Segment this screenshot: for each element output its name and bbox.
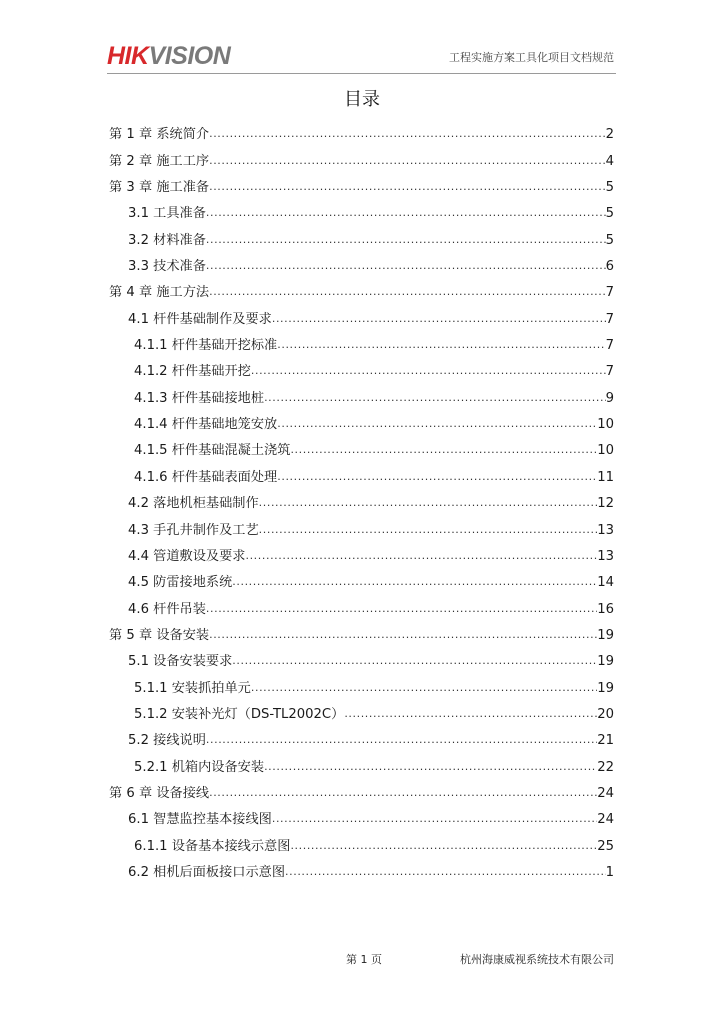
toc-dot-leader: [277, 337, 605, 355]
toc-entry[interactable]: [109, 592, 614, 618]
toc-dot-leader: [206, 258, 606, 276]
toc-entry-title: 4.6 杆件吊装: [128, 601, 206, 617]
toc-entry-title: 5.1.1 安装抓拍单元: [134, 680, 251, 696]
toc-entry-title: 第 5 章 设备安装: [109, 627, 210, 643]
toc-entry-page: 19: [597, 654, 614, 670]
toc-dot-leader: [245, 548, 597, 566]
toc-entry-title: 第 4 章 施工方法: [109, 285, 210, 301]
logo-grey-part: VISION: [148, 42, 231, 70]
toc-entry-page: 25: [597, 838, 614, 854]
toc-entry-title: 第 1 章 系统简介: [109, 127, 210, 143]
toc-dot-leader: [232, 574, 597, 592]
toc-dot-leader: [209, 126, 606, 144]
toc-entry[interactable]: [109, 566, 614, 592]
toc-dot-leader: [206, 205, 606, 223]
toc-entry-page: 10: [597, 443, 614, 459]
toc-entry[interactable]: [109, 355, 614, 381]
toc-dot-leader: [277, 416, 597, 434]
toc-entry-title: 4.1.4 杆件基础地笼安放: [134, 417, 278, 433]
toc-entry[interactable]: [109, 645, 614, 671]
toc-entry-title: 3.1 工具准备: [128, 206, 206, 222]
toc-entry[interactable]: [109, 487, 614, 513]
toc-dot-leader: [290, 442, 597, 460]
toc-entry-title: 6.2 相机后面板接口示意图: [128, 864, 286, 880]
toc-entry-title: 4.1 杆件基础制作及要求: [128, 311, 272, 327]
toc-entry[interactable]: [109, 434, 614, 460]
table-of-contents: [109, 118, 614, 882]
toc-entry-page: 7: [605, 338, 614, 354]
toc-entry[interactable]: [109, 856, 614, 882]
toc-entry[interactable]: [109, 197, 614, 223]
toc-entry-title: 6.1 智慧监控基本接线图: [128, 812, 272, 828]
toc-entry-title: 第 6 章 设备接线: [109, 785, 210, 801]
toc-dot-leader: [285, 864, 606, 882]
toc-entry-title: 第 3 章 施工准备: [109, 180, 210, 196]
toc-dot-leader: [209, 627, 597, 645]
toc-dot-leader: [206, 732, 597, 750]
toc-dot-leader: [206, 601, 597, 619]
toc-entry-title: 4.1.3 杆件基础接地桩: [134, 390, 265, 406]
toc-dot-leader: [206, 232, 606, 250]
toc-entry-title: 4.4 管道敷设及要求: [128, 548, 246, 564]
toc-entry[interactable]: [109, 250, 614, 276]
toc-entry-page: 5: [605, 206, 614, 222]
toc-entry-page: 5: [605, 180, 614, 196]
toc-entry[interactable]: [109, 302, 614, 328]
toc-entry[interactable]: [109, 724, 614, 750]
toc-dot-leader: [209, 153, 606, 171]
toc-dot-leader: [209, 284, 606, 302]
toc-entry-title: 5.1 设备安装要求: [128, 654, 233, 670]
logo-red-part: HIK: [107, 42, 149, 70]
toc-entry-page: 24: [597, 785, 614, 801]
toc-entry-title: 5.1.2 安装补光灯（DS-TL2002C）: [134, 706, 345, 722]
toc-dot-leader: [251, 363, 606, 381]
toc-entry-page: 24: [597, 812, 614, 828]
toc-entry[interactable]: [109, 223, 614, 249]
toc-entry[interactable]: [109, 381, 614, 407]
toc-entry-title: 4.5 防雷接地系统: [128, 575, 233, 591]
toc-entry-page: 14: [597, 575, 614, 591]
toc-entry[interactable]: [109, 698, 614, 724]
hikvision-logo: [107, 42, 230, 70]
toc-dot-leader: [259, 522, 598, 540]
toc-entry-page: 20: [597, 706, 614, 722]
footer-company-name: 杭州海康威视系统技术有限公司: [460, 953, 614, 966]
toc-entry[interactable]: [109, 777, 614, 803]
toc-entry-page: 10: [597, 417, 614, 433]
toc-entry-title: 第 2 章 施工工序: [109, 153, 210, 169]
toc-entry-title: 5.2.1 机箱内设备安装: [134, 759, 265, 775]
toc-entry-page: 7: [605, 364, 614, 380]
toc-entry[interactable]: [109, 329, 614, 355]
toc-entry-page: 13: [597, 548, 614, 564]
toc-dot-leader: [344, 706, 597, 724]
toc-heading: 目录: [344, 89, 380, 110]
toc-entry-title: 3.3 技术准备: [128, 259, 206, 275]
toc-dot-leader: [264, 390, 606, 408]
toc-entry-title: 6.1.1 设备基本接线示意图: [134, 838, 291, 854]
toc-dot-leader: [264, 759, 597, 777]
toc-entry-page: 2: [605, 127, 614, 143]
toc-entry-page: 7: [605, 285, 614, 301]
toc-entry[interactable]: [109, 540, 614, 566]
toc-entry[interactable]: [109, 513, 614, 539]
header-divider: [107, 73, 616, 74]
toc-entry-page: 21: [597, 733, 614, 749]
toc-entry-page: 11: [597, 469, 614, 485]
toc-entry[interactable]: [109, 408, 614, 434]
toc-dot-leader: [209, 785, 597, 803]
toc-entry[interactable]: [109, 118, 614, 144]
toc-dot-leader: [272, 811, 597, 829]
toc-entry-page: 12: [597, 496, 614, 512]
toc-dot-leader: [251, 680, 597, 698]
toc-entry-title: 5.2 接线说明: [128, 733, 206, 749]
toc-entry-page: 9: [605, 390, 614, 406]
toc-entry[interactable]: [109, 460, 614, 486]
toc-entry[interactable]: [109, 144, 614, 170]
toc-entry[interactable]: [109, 671, 614, 697]
toc-entry[interactable]: [109, 619, 614, 645]
toc-entry-page: 13: [597, 522, 614, 538]
toc-entry-title: 4.1.6 杆件基础表面处理: [134, 469, 278, 485]
toc-entry-page: 19: [597, 627, 614, 643]
toc-dot-leader: [272, 311, 606, 329]
toc-entry-page: 5: [605, 232, 614, 248]
toc-dot-leader: [209, 179, 606, 197]
toc-entry-page: 6: [605, 259, 614, 275]
toc-entry-page: 22: [597, 759, 614, 775]
toc-entry[interactable]: [109, 276, 614, 302]
toc-entry-page: 19: [597, 680, 614, 696]
toc-entry[interactable]: [109, 171, 614, 197]
toc-entry-title: 4.1.1 杆件基础开挖标准: [134, 338, 278, 354]
footer-page-number: 第 1 页: [346, 953, 382, 966]
toc-dot-leader: [277, 469, 597, 487]
toc-dot-leader: [232, 653, 597, 671]
toc-entry[interactable]: [109, 803, 614, 829]
toc-entry-page: 1: [605, 864, 614, 880]
toc-entry-title: 3.2 材料准备: [128, 232, 206, 248]
toc-entry-page: 16: [597, 601, 614, 617]
header-document-title: 工程实施方案工具化项目文档规范: [449, 51, 614, 64]
toc-entry-title: 4.2 落地机柜基础制作: [128, 496, 259, 512]
toc-entry[interactable]: [109, 829, 614, 855]
toc-entry-page: 7: [605, 311, 614, 327]
toc-entry-title: 4.1.2 杆件基础开挖: [134, 364, 251, 380]
toc-entry-title: 4.3 手孔井制作及工艺: [128, 522, 259, 538]
page-header: [0, 0, 724, 80]
toc-entry[interactable]: [109, 750, 614, 776]
toc-entry-title: 4.1.5 杆件基础混凝土浇筑: [134, 443, 291, 459]
toc-entry-page: 4: [605, 153, 614, 169]
toc-dot-leader: [259, 495, 598, 513]
toc-dot-leader: [290, 838, 597, 856]
